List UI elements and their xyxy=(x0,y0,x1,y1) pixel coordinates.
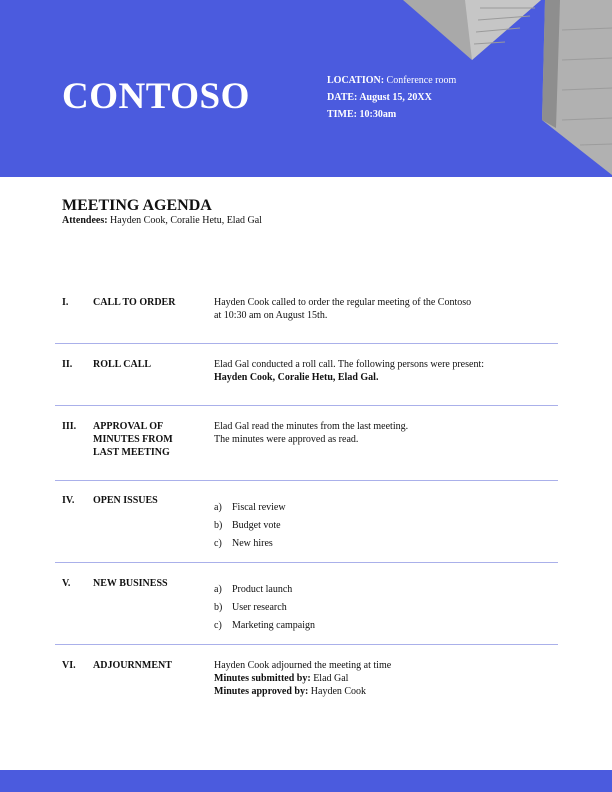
heading-line: APPROVAL OF xyxy=(93,421,164,432)
submitted-label: Minutes submitted by: xyxy=(214,673,311,684)
body-line: Elad Gal read the minutes from the last meeting. xyxy=(214,421,409,432)
body-line: at 10:30 am on August 15th. xyxy=(214,310,328,321)
location-line xyxy=(327,75,456,92)
new-business-list xyxy=(214,584,315,638)
date-line: DATE: August 15, 20XX xyxy=(327,92,432,103)
section-body xyxy=(214,296,544,322)
section-number: V. xyxy=(62,578,71,589)
list-item xyxy=(214,620,315,638)
section-heading: ADJOURNMENT xyxy=(93,660,172,671)
body-line: Hayden Cook called to order the regular meeting of the Contoso xyxy=(214,297,472,308)
list-text: User research xyxy=(232,602,287,613)
approved-value: Hayden Cook xyxy=(310,686,367,697)
heading-line: MINUTES FROM xyxy=(93,434,173,445)
list-marker: c) xyxy=(214,620,222,631)
approved-label: Minutes approved by: xyxy=(214,686,309,697)
list-item xyxy=(214,602,315,620)
present-names: Hayden Cook, Coralie Hetu, Elad Gal. xyxy=(214,372,379,383)
section-number: IV. xyxy=(62,495,75,506)
location-label: LOCATION: xyxy=(327,75,385,86)
section-heading: OPEN ISSUES xyxy=(93,495,158,506)
list-text: Marketing campaign xyxy=(232,620,316,631)
section-divider xyxy=(55,644,558,645)
list-marker: b) xyxy=(214,520,223,531)
section-divider xyxy=(55,480,558,481)
heading-line: LAST MEETING xyxy=(93,447,170,458)
list-item xyxy=(214,584,315,602)
section-number: VI. xyxy=(62,660,76,671)
list-text: Product launch xyxy=(232,584,293,595)
header-banner xyxy=(0,0,612,177)
footer-bar xyxy=(0,770,612,792)
company-name: CONTOSO xyxy=(62,76,250,117)
list-text: Budget vote xyxy=(232,520,281,531)
open-issues-list xyxy=(214,502,286,556)
section-heading: ROLL CALL xyxy=(93,359,152,370)
attendees-label: Attendees: xyxy=(62,215,108,226)
section-body xyxy=(214,358,544,384)
submitted-line xyxy=(214,672,544,685)
list-marker: c) xyxy=(214,538,222,549)
list-text: Fiscal review xyxy=(232,502,286,513)
list-text: New hires xyxy=(232,538,273,549)
section-divider xyxy=(55,562,558,563)
list-item xyxy=(214,520,286,538)
attendees-line xyxy=(62,215,262,226)
section-number: III. xyxy=(62,421,77,432)
section-body xyxy=(214,659,544,698)
meeting-details xyxy=(327,75,456,126)
body-line: Elad Gal conducted a roll call. The following persons were present: xyxy=(214,359,485,370)
section-heading xyxy=(93,420,193,459)
approved-line xyxy=(214,685,544,698)
section-number: II. xyxy=(62,359,73,370)
section-number: I. xyxy=(62,297,69,308)
section-heading: CALL TO ORDER xyxy=(93,297,176,308)
submitted-value: Elad Gal xyxy=(313,673,349,684)
list-marker: b) xyxy=(214,602,223,613)
list-marker: a) xyxy=(214,502,222,513)
list-item xyxy=(214,538,286,556)
body-line: Hayden Cook adjourned the meeting at time xyxy=(214,660,392,671)
section-divider xyxy=(55,343,558,344)
section-divider xyxy=(55,405,558,406)
section-heading: NEW BUSINESS xyxy=(93,578,168,589)
list-item xyxy=(214,502,286,520)
time-line: TIME: 10:30am xyxy=(327,109,397,120)
list-marker: a) xyxy=(214,584,222,595)
location-value: Conference room xyxy=(386,75,457,86)
body-line: The minutes were approved as read. xyxy=(214,434,359,445)
agenda-title: MEETING AGENDA xyxy=(62,197,212,214)
section-body xyxy=(214,420,544,446)
attendees-value: Hayden Cook, Coralie Hetu, Elad Gal xyxy=(110,215,262,226)
